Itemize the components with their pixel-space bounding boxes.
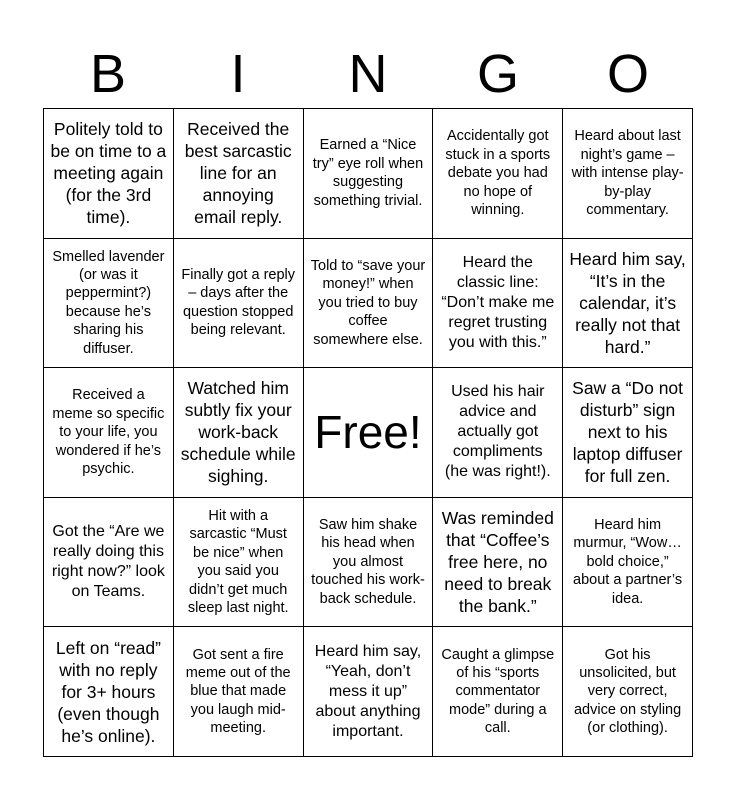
bingo-cell[interactable] [174,368,304,498]
bingo-cell-text: Heard him say, “Yeah, don’t mess it up” about anything important. [314,642,422,740]
header-letter-b: B [89,44,127,104]
bingo-cell[interactable] [304,627,434,757]
bingo-cell[interactable] [433,239,563,369]
bingo-cell-text: Told to “save your money!” when you tried to buy coffee somewhere else. [310,257,426,348]
bingo-cell[interactable] [44,627,174,757]
bingo-cell-text: Heard about last night’s game – with intense play-by-play commentary. [571,128,684,218]
bingo-cell[interactable] [563,368,693,498]
bingo-cell-text: Watched him subtly fix your work-back schedule while sighing. [180,378,296,487]
bingo-grid [43,108,693,757]
bingo-cell[interactable] [433,627,563,757]
free-space-cell[interactable] [304,368,434,498]
bingo-cell[interactable] [563,498,693,628]
bingo-cell-text: Smelled lavender (or was it peppermint?) because he’s sharing his diffuser. [52,248,165,357]
bingo-cell-text: Politely told to be on time to a meeting again (for the 3rd time). [50,119,167,228]
bingo-cell-text: Received the best sarcastic line for an annoying email reply. [184,119,292,228]
bingo-cell-text: Left on “read” with no reply for 3+ hours (even though he’s online). [55,637,161,746]
header-letter-n: N [348,44,388,104]
bingo-cell[interactable] [174,109,304,239]
bingo-cell-text: Earned a “Nice try” eye roll when suggesting something trivial. [312,137,424,209]
bingo-cell-text: Finally got a reply – days after the question stopped being relevant. [181,267,296,339]
bingo-cell-text: Got the “Are we really doing this right now?” look on Teams. [51,523,165,601]
bingo-cell[interactable] [563,239,693,369]
free-space-label: Free! [314,406,422,459]
bingo-cell[interactable] [174,627,304,757]
bingo-cell[interactable] [304,109,434,239]
bingo-cell-text: Caught a glimpse of his “sports commentator mode” during a call. [441,646,555,737]
bingo-cell-text: Got his unsolicited, but very correct, advice on styling (or clothing). [573,646,682,737]
bingo-cell-text: Hit with a sarcastic “Must be nice” when you said you didn’t get much sleep last night. [187,507,289,616]
header-letter-i: I [230,44,246,104]
bingo-cell[interactable] [174,239,304,369]
bingo-cell-text: Heard him murmur, “Wow…bold choice,” about a partner’s idea. [573,517,683,607]
bingo-cell[interactable] [44,109,174,239]
bingo-cell[interactable] [174,498,304,628]
bingo-cell[interactable] [44,239,174,369]
bingo-cell-text: Got sent a fire meme out of the blue that made you laugh mid-meeting. [185,646,291,737]
bingo-cell[interactable] [44,498,174,628]
bingo-header [43,40,693,108]
bingo-cell[interactable] [304,239,434,369]
bingo-cell-text: Heard him say, “It’s in the calendar, it’s really not that hard.” [569,248,686,357]
bingo-cell-text: Saw him shake his head when you almost touched his work-back schedule. [311,517,425,607]
header-letter-g: G [476,44,519,104]
bingo-cell[interactable] [433,498,563,628]
bingo-cell[interactable] [433,109,563,239]
bingo-cell-text: Saw a “Do not disturb” sign next to his laptop diffuser for full zen. [572,378,684,487]
bingo-cell[interactable] [563,627,693,757]
bingo-cell-text: Received a meme so specific to your life, you wondered if he’s psychic. [52,387,165,478]
bingo-cell-text: Used his hair advice and actually got compliments (he was right!). [444,383,551,481]
bingo-cell-text: Was reminded that “Coffee’s free here, no need to break the bank.” [441,508,554,617]
bingo-cell[interactable] [44,368,174,498]
bingo-cell[interactable] [433,368,563,498]
bingo-cell[interactable] [563,109,693,239]
bingo-cell-text: Accidentally got stuck in a sports debate you had no hope of winning. [445,128,551,218]
bingo-cell-text: Heard the classic line: “Don’t make me regret trusting you with this.” [441,253,555,351]
bingo-cell[interactable] [304,498,434,628]
header-letter-o: O [606,44,649,104]
